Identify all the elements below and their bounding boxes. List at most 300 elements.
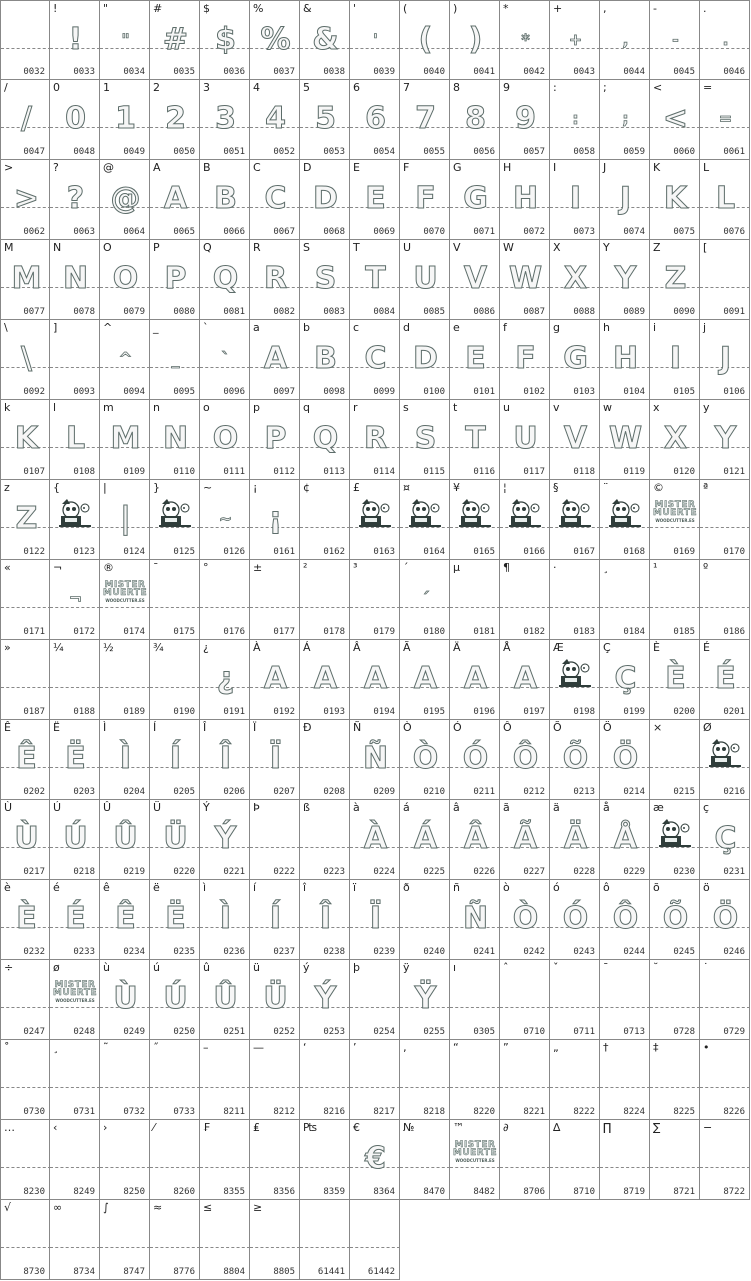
- glyph-sample: :: [572, 109, 578, 128]
- logo-text: MUERTE: [452, 1148, 498, 1158]
- glyph-sample: Ô: [612, 901, 638, 936]
- glyph-sample: X: [663, 421, 687, 456]
- glyph-cell: [150, 640, 200, 720]
- glyph-cell: [200, 880, 250, 960]
- character-label: î: [303, 881, 307, 894]
- char-code: 0732: [123, 1107, 145, 1117]
- glyph-cell: [500, 1120, 550, 1200]
- glyph-cell: [300, 1120, 350, 1200]
- character-label: Ö: [603, 721, 612, 734]
- character-label: ˜: [103, 1041, 109, 1054]
- character-label: 4: [253, 81, 260, 94]
- glyph-cell: [650, 0, 700, 80]
- char-code: 0056: [473, 147, 495, 157]
- character-label: v: [553, 401, 560, 414]
- character-label: Ï: [253, 721, 257, 734]
- glyph-cell: [550, 320, 600, 400]
- glyph-cell: [200, 960, 250, 1040]
- glyph-cell: [650, 240, 700, 320]
- baseline: [1, 1167, 50, 1168]
- baseline: [200, 1167, 250, 1168]
- character-label: Ç: [603, 641, 611, 654]
- glyph-sample: K: [14, 421, 38, 456]
- character-label: È: [653, 641, 660, 654]
- char-code: 8710: [573, 1187, 595, 1197]
- char-code: 0083: [323, 307, 345, 317]
- glyph-cell: [350, 320, 400, 400]
- baseline: [550, 607, 600, 608]
- glyph-sample: À: [363, 821, 387, 856]
- glyph-cell: [300, 240, 350, 320]
- glyph-sample: Î: [219, 741, 231, 776]
- baseline: [150, 1087, 200, 1088]
- mascot-icon: [408, 498, 442, 528]
- glyph-sample: Í: [169, 741, 181, 776]
- character-label: ö: [703, 881, 710, 894]
- character-label: ¾: [153, 641, 164, 654]
- glyph-cell: [250, 240, 300, 320]
- baseline: [250, 1167, 300, 1168]
- char-code: 0102: [523, 387, 545, 397]
- glyph-sample: A: [463, 661, 487, 696]
- char-code: 0232: [23, 947, 45, 957]
- char-code: 0171: [23, 627, 45, 637]
- char-code: 0122: [23, 547, 45, 557]
- baseline: [600, 1167, 650, 1168]
- glyph-cell: [50, 320, 100, 400]
- char-code: 0225: [423, 867, 445, 877]
- char-code: 0199: [623, 707, 645, 717]
- char-code: 8721: [673, 1187, 695, 1197]
- glyph-sample: Y: [614, 261, 636, 296]
- glyph-cell: [150, 240, 200, 320]
- char-code: 0061: [723, 147, 745, 157]
- character-label: ç: [703, 801, 710, 814]
- char-code: 0197: [523, 707, 545, 717]
- character-label: ð: [403, 881, 410, 894]
- character-label: X: [553, 241, 561, 254]
- char-code: 0073: [573, 227, 595, 237]
- glyph-cell: [250, 640, 300, 720]
- glyph-cell: [650, 640, 700, 720]
- char-code: 0070: [423, 227, 445, 237]
- char-code: 0174: [123, 627, 145, 637]
- char-code: 0178: [323, 627, 345, 637]
- char-code: 0170: [723, 547, 745, 557]
- character-label: ˚: [4, 1041, 10, 1054]
- glyph-cell: [600, 880, 650, 960]
- glyph-cell: [150, 320, 200, 400]
- glyph-cell: [650, 480, 700, 560]
- baseline: [550, 1167, 600, 1168]
- glyph-sample: M: [110, 421, 140, 456]
- glyph-cell: [100, 960, 150, 1040]
- glyph-cell: [450, 320, 500, 400]
- char-code: 0036: [223, 67, 245, 77]
- char-code: 0117: [523, 467, 545, 477]
- char-code: 0198: [573, 707, 595, 717]
- character-label: —: [253, 1041, 264, 1054]
- char-code: 0249: [123, 1027, 145, 1037]
- glyph-sample: K: [663, 181, 687, 216]
- glyph-sample: Á: [413, 821, 437, 856]
- character-label: c: [353, 321, 360, 334]
- glyph-cell: [450, 400, 500, 480]
- glyph-sample: V: [563, 421, 587, 456]
- character-label: é: [53, 881, 60, 894]
- char-code: 0087: [523, 307, 545, 317]
- glyph-sample: C: [364, 341, 386, 376]
- glyph-sample: .: [722, 30, 728, 49]
- char-code: 0190: [173, 707, 195, 717]
- char-code: 0195: [423, 707, 445, 717]
- char-code: 0177: [273, 627, 295, 637]
- char-code: 0235: [173, 947, 195, 957]
- character-label: Í: [153, 721, 157, 734]
- character-label: Ô: [503, 721, 512, 734]
- character-label: s: [403, 401, 409, 414]
- glyph-sample: Ë: [65, 741, 85, 776]
- character-label: Å: [503, 641, 511, 654]
- glyph-cell: [0, 320, 50, 400]
- glyph-cell: [100, 800, 150, 880]
- glyph-cell: [100, 0, 150, 80]
- char-code: 0045: [673, 67, 695, 77]
- character-label: w: [603, 401, 612, 414]
- character-label: №: [403, 1121, 415, 1134]
- glyph-cell: [450, 880, 500, 960]
- glyph-cell: [700, 640, 750, 720]
- glyph-cell: [0, 1040, 50, 1120]
- char-code: 0217: [23, 867, 45, 877]
- logo-text: WOODCUTTER.ES: [655, 518, 695, 523]
- char-code: 0184: [623, 627, 645, 637]
- character-label: :: [553, 81, 557, 94]
- char-code: 0181: [473, 627, 495, 637]
- glyph-sample: Ù: [113, 981, 137, 1016]
- mascot-icon: [358, 498, 392, 528]
- glyph-cell: [50, 400, 100, 480]
- glyph-sample: Ä: [563, 821, 587, 856]
- glyph-cell: [100, 560, 150, 640]
- char-code: 0118: [573, 467, 595, 477]
- glyph-cell: [200, 1040, 250, 1120]
- char-code: 0108: [73, 467, 95, 477]
- baseline: [1, 607, 50, 608]
- character-label: #: [153, 2, 163, 15]
- char-code: 0167: [573, 547, 595, 557]
- char-code: 0104: [623, 387, 645, 397]
- glyph-cell: [0, 720, 50, 800]
- mascot-icon: [558, 498, 592, 528]
- glyph-sample: O: [212, 421, 238, 456]
- char-code: 0175: [173, 627, 195, 637]
- character-label: @: [103, 161, 114, 174]
- glyph-sample: F: [415, 181, 435, 216]
- baseline: [650, 767, 700, 768]
- glyph-sample: Ç: [714, 821, 736, 856]
- glyph-cell: [250, 720, 300, 800]
- glyph-sample: 9: [515, 101, 535, 136]
- baseline: [300, 1247, 350, 1248]
- glyph-cell: [600, 640, 650, 720]
- baseline: [150, 607, 200, 608]
- glyph-cell: [400, 880, 450, 960]
- char-code: 0054: [373, 147, 395, 157]
- glyph-sample: Ã: [513, 821, 537, 856]
- character-label: ¸: [603, 561, 609, 574]
- character-label: «: [4, 561, 11, 574]
- glyph-sample: Î: [319, 901, 331, 936]
- glyph-sample: Â: [463, 821, 487, 856]
- character-label: ã: [503, 801, 510, 814]
- baseline: [250, 607, 300, 608]
- char-code: 0244: [623, 947, 645, 957]
- character-label: À: [253, 641, 261, 654]
- character-label: Z: [653, 241, 661, 254]
- glyph-sample: Ò: [512, 901, 538, 936]
- glyph-sample: ": [121, 30, 129, 49]
- glyph-cell: [700, 560, 750, 640]
- char-code: 0238: [323, 947, 345, 957]
- mister-muerte-logo: [52, 981, 98, 1005]
- baseline: [300, 527, 350, 528]
- glyph-sample: A: [513, 661, 537, 696]
- glyph-cell: [600, 960, 650, 1040]
- glyph-cell: [500, 80, 550, 160]
- character-label: ¤: [403, 481, 410, 494]
- glyph-sample: A: [413, 661, 437, 696]
- character-label: ': [353, 2, 357, 15]
- glyph-cell: [500, 720, 550, 800]
- char-code: 8470: [423, 1187, 445, 1197]
- baseline: [100, 1087, 150, 1088]
- glyph-sample: %: [260, 22, 290, 57]
- glyph-cell: [200, 320, 250, 400]
- glyph-cell: [650, 400, 700, 480]
- glyph-cell: [100, 80, 150, 160]
- baseline: [300, 607, 350, 608]
- glyph-sample: È: [16, 901, 36, 936]
- glyph-cell: [0, 560, 50, 640]
- char-code: 0710: [523, 1027, 545, 1037]
- character-label: ¼: [53, 641, 64, 654]
- character-label: »: [4, 641, 11, 654]
- glyph-cell: [600, 80, 650, 160]
- character-label: €: [353, 1121, 360, 1134]
- character-label: ≤: [203, 1201, 213, 1214]
- glyph-cell: [250, 960, 300, 1040]
- glyph-sample: L: [715, 181, 735, 216]
- char-code: 0172: [73, 627, 95, 637]
- glyph-cell: [0, 80, 50, 160]
- glyph-cell: [0, 480, 50, 560]
- character-label: L: [703, 161, 710, 174]
- character-label: g: [553, 321, 560, 334]
- char-code: 0116: [473, 467, 495, 477]
- baseline: [700, 1087, 750, 1088]
- glyph-sample: <: [662, 101, 688, 136]
- glyph-cell: [400, 400, 450, 480]
- glyph-cell: [350, 1040, 400, 1120]
- baseline: [50, 367, 100, 368]
- glyph-sample: $: [215, 22, 235, 57]
- logo-text: WOODCUTTER.ES: [455, 1158, 495, 1163]
- glyph-cell: [100, 1040, 150, 1120]
- character-label: ÿ: [403, 961, 410, 974]
- glyph-cell: [250, 800, 300, 880]
- char-code: 0213: [573, 787, 595, 797]
- char-code: 0124: [123, 547, 145, 557]
- glyph-cell: [350, 560, 400, 640]
- glyph-cell: [400, 960, 450, 1040]
- character-label: ]: [53, 321, 58, 334]
- glyph-sample: A: [363, 661, 387, 696]
- baseline: [1, 687, 50, 688]
- baseline: [100, 1247, 150, 1248]
- character-label: ®: [103, 561, 114, 574]
- character-label: p: [253, 401, 260, 414]
- glyph-cell: [350, 160, 400, 240]
- char-code: 0251: [223, 1027, 245, 1037]
- char-code: 0084: [373, 307, 395, 317]
- char-code: 0082: [273, 307, 295, 317]
- glyph-cell: [550, 1040, 600, 1120]
- baseline: [350, 1087, 400, 1088]
- character-label: ù: [103, 961, 110, 974]
- glyph-sample: Ì: [219, 901, 231, 936]
- glyph-cell: [300, 1200, 350, 1280]
- char-code: 0186: [723, 627, 745, 637]
- glyph-cell: [500, 480, 550, 560]
- baseline: [400, 1167, 450, 1168]
- baseline: [200, 1087, 250, 1088]
- glyph-cell: [0, 240, 50, 320]
- mister-muerte-logo: [452, 1141, 498, 1165]
- glyph-cell: [250, 400, 300, 480]
- glyph-sample: !: [68, 22, 82, 57]
- char-code: 0037: [273, 67, 295, 77]
- baseline: [1, 1247, 50, 1248]
- char-code: 0164: [423, 547, 445, 557]
- char-code: 0208: [323, 787, 345, 797]
- baseline: [450, 607, 500, 608]
- glyph-cell: [100, 160, 150, 240]
- glyph-cell: [450, 480, 500, 560]
- glyph-cell: [50, 480, 100, 560]
- char-code: 0121: [723, 467, 745, 477]
- glyph-sample: Ë: [165, 901, 185, 936]
- character-label: ∆: [553, 1121, 561, 1134]
- glyph-cell: [150, 960, 200, 1040]
- mascot-icon: [708, 738, 742, 768]
- glyph-cell: [50, 240, 100, 320]
- baseline: [150, 687, 200, 688]
- character-label: ^: [103, 321, 113, 334]
- char-code: 0247: [23, 1027, 45, 1037]
- glyph-cell: [600, 800, 650, 880]
- char-code: 0203: [73, 787, 95, 797]
- baseline: [700, 527, 750, 528]
- baseline: [350, 607, 400, 608]
- glyph-cell: [0, 800, 50, 880]
- character-label: \: [4, 321, 8, 334]
- glyph-cell: [100, 320, 150, 400]
- char-code: 8364: [373, 1187, 395, 1197]
- character-label: a: [253, 321, 260, 334]
- character-label: &: [303, 2, 312, 15]
- glyph-sample: Å: [613, 821, 637, 856]
- char-code: 0237: [273, 947, 295, 957]
- character-label: <: [653, 81, 663, 94]
- char-code: 0210: [423, 787, 445, 797]
- character-label: t: [453, 401, 458, 414]
- character-label: ‘: [303, 1041, 307, 1054]
- character-label: Ó: [453, 721, 462, 734]
- glyph-cell: [600, 1040, 650, 1120]
- glyph-cell: [350, 720, 400, 800]
- glyph-cell: [0, 960, 50, 1040]
- glyph-cell: [550, 640, 600, 720]
- character-label: ¯: [153, 561, 159, 574]
- glyph-sample: E: [365, 181, 385, 216]
- glyph-cell: [300, 160, 350, 240]
- char-code: 0713: [623, 1027, 645, 1037]
- glyph-cell: [350, 880, 400, 960]
- glyph-sample: Q: [312, 421, 338, 456]
- char-code: 0069: [373, 227, 395, 237]
- char-code: 0221: [223, 867, 245, 877]
- glyph-cell: [700, 400, 750, 480]
- character-label: ≥: [253, 1201, 263, 1214]
- char-code: 0101: [473, 387, 495, 397]
- glyph-cell: [400, 160, 450, 240]
- char-code: 8730: [23, 1267, 45, 1277]
- logo-text: MUERTE: [52, 988, 98, 998]
- baseline: [700, 1167, 750, 1168]
- glyph-cell: [0, 160, 50, 240]
- glyph-cell: [400, 640, 450, 720]
- logo-text: MISTER: [454, 1140, 496, 1150]
- glyph-cell: [150, 1120, 200, 1200]
- glyph-cell: [700, 240, 750, 320]
- glyph-cell: [700, 160, 750, 240]
- glyph-sample: ¬: [68, 589, 82, 608]
- character-label: £: [353, 481, 360, 494]
- character-label: 0: [53, 81, 60, 94]
- glyph-cell: [550, 400, 600, 480]
- char-code: 0730: [23, 1107, 45, 1117]
- char-code: 0047: [23, 147, 45, 157]
- character-label: °: [203, 561, 209, 574]
- char-code: 8250: [123, 1187, 145, 1197]
- character-label: *: [503, 2, 509, 15]
- character-label: ÷: [4, 961, 14, 974]
- character-label: ˙: [703, 961, 709, 974]
- char-code: 0731: [73, 1107, 95, 1117]
- char-code: 0064: [123, 227, 145, 237]
- glyph-cell: [350, 0, 400, 80]
- glyph-cell: [400, 560, 450, 640]
- glyph-cell: [400, 800, 450, 880]
- character-label: ß: [303, 801, 310, 814]
- glyph-cell: [600, 160, 650, 240]
- mascot-icon: [158, 498, 192, 528]
- glyph-cell: [300, 320, 350, 400]
- char-code: 0226: [473, 867, 495, 877]
- glyph-sample: È: [665, 661, 685, 696]
- character-label: ∂: [503, 1121, 509, 1134]
